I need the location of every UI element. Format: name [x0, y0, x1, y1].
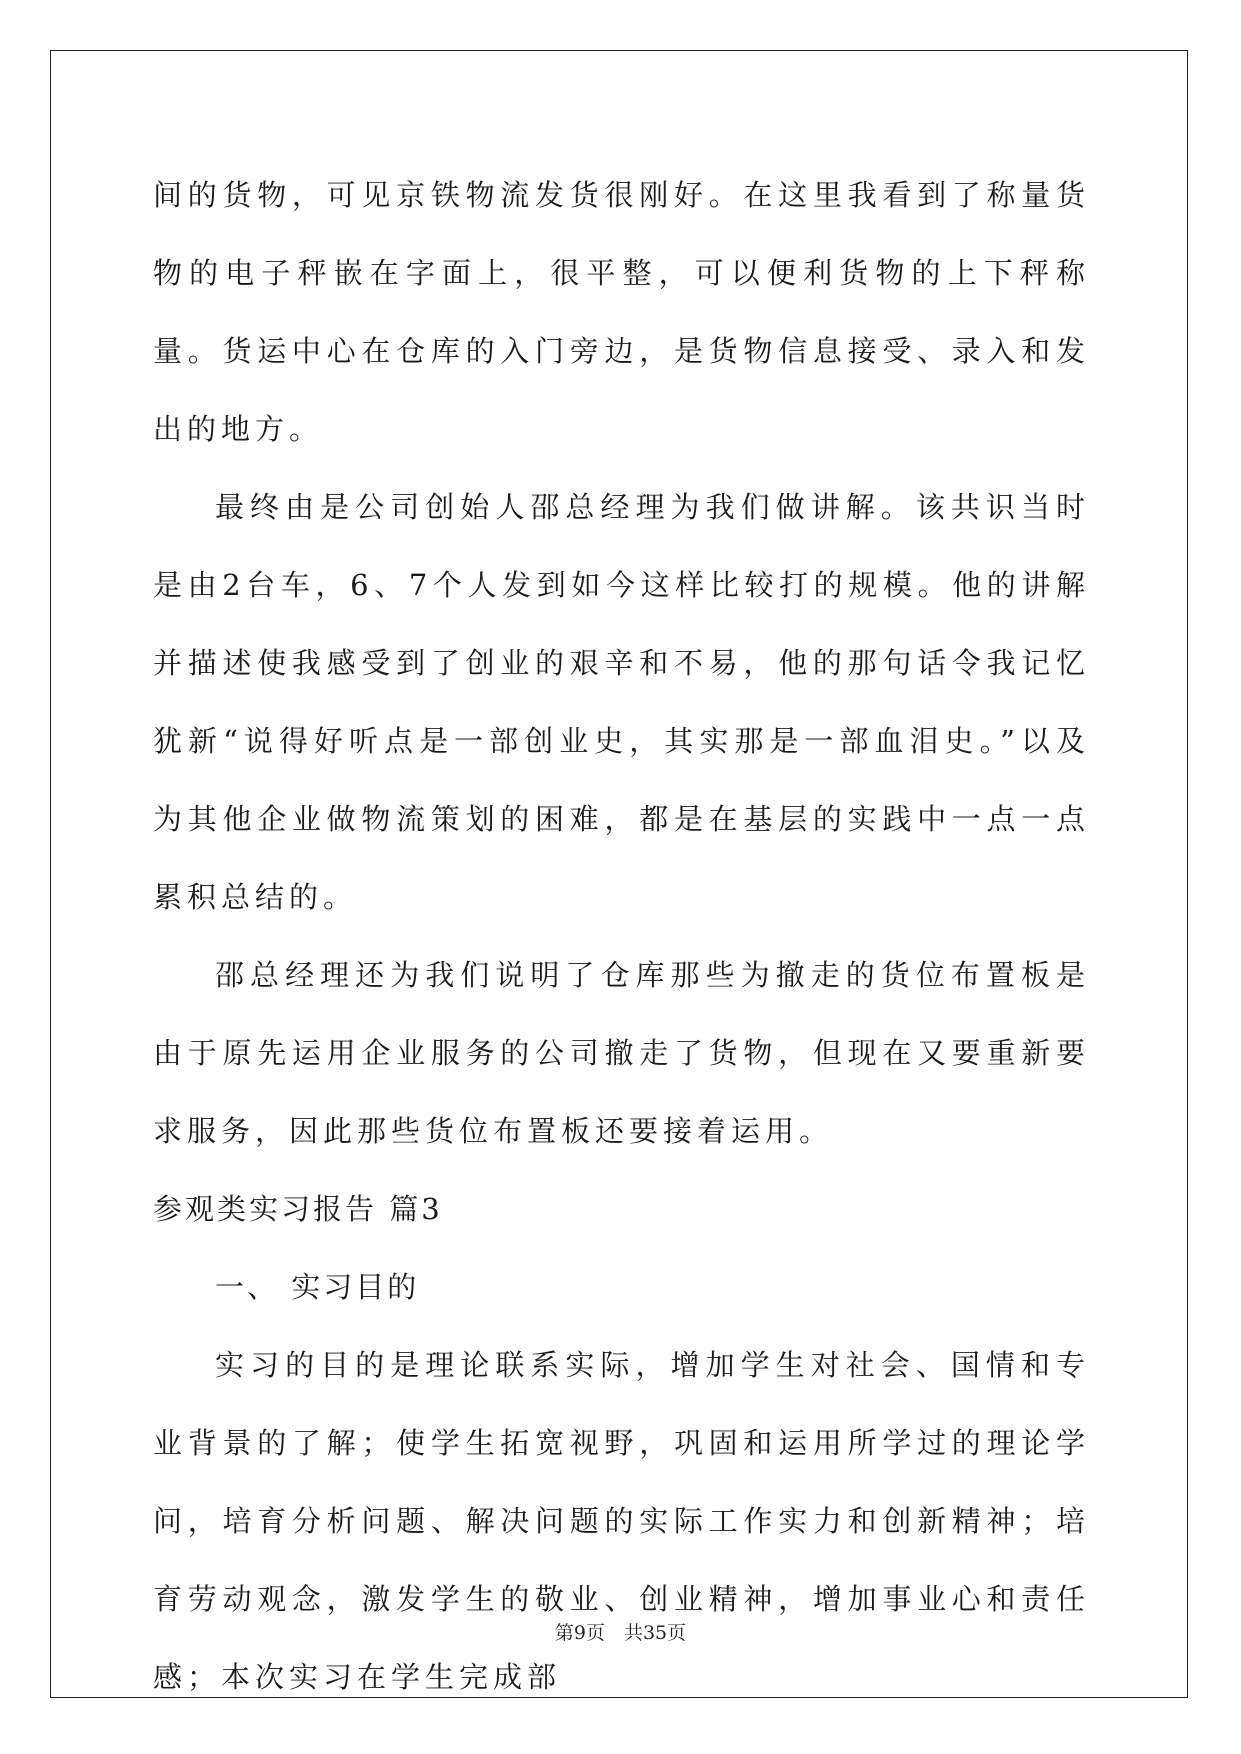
- section-heading: 参观类实习报告 篇3: [153, 1192, 443, 1226]
- page-footer: 第9页 共35页: [554, 1622, 687, 1644]
- subheading-purpose: 一、 实习目的: [215, 1270, 420, 1304]
- document-body: [153, 156, 1090, 1716]
- paragraph-continuation: 间的货物，可见京铁物流发货很刚好。在这里我看到了称量货物的电子秤嵌在字面上，很平整，可以便利货物的上下秤称量。货运中心在仓库的入门旁边，是货物信息接受、录入和发出的地方。: [153, 178, 1090, 446]
- paragraph-founder-talk: 最终由是公司创始人邵总经理为我们做讲解。该共识当时是由2台车，6、7个人发到如今这样比较打的规模。他的讲解并描述使我感受到了创业的艰辛和不易，他的那句话令我记忆犹新“说得好听点是一部创业史，其实那是一部血泪史。”以及为其他企业做物流策划的困难，都是在基层的实践中一点一点累积总结的。: [153, 490, 1090, 914]
- paragraph-warehouse-boards: 邵总经理还为我们说明了仓库那些为撤走的货位布置板是由于原先运用企业服务的公司撤走了货物，但现在又要重新要求服务，因此那些货位布置板还要接着运用。: [153, 958, 1090, 1148]
- paragraph-purpose: 实习的目的是理论联系实际，增加学生对社会、国情和专业背景的了解；使学生拓宽视野，巩固和运用所学过的理论学问，培育分析问题、解决问题的实际工作实力和创新精神；培育劳动观念，激发学生的敬业、创业精神，增加事业心和责任感；本次实习在学生完成部: [153, 1348, 1090, 1694]
